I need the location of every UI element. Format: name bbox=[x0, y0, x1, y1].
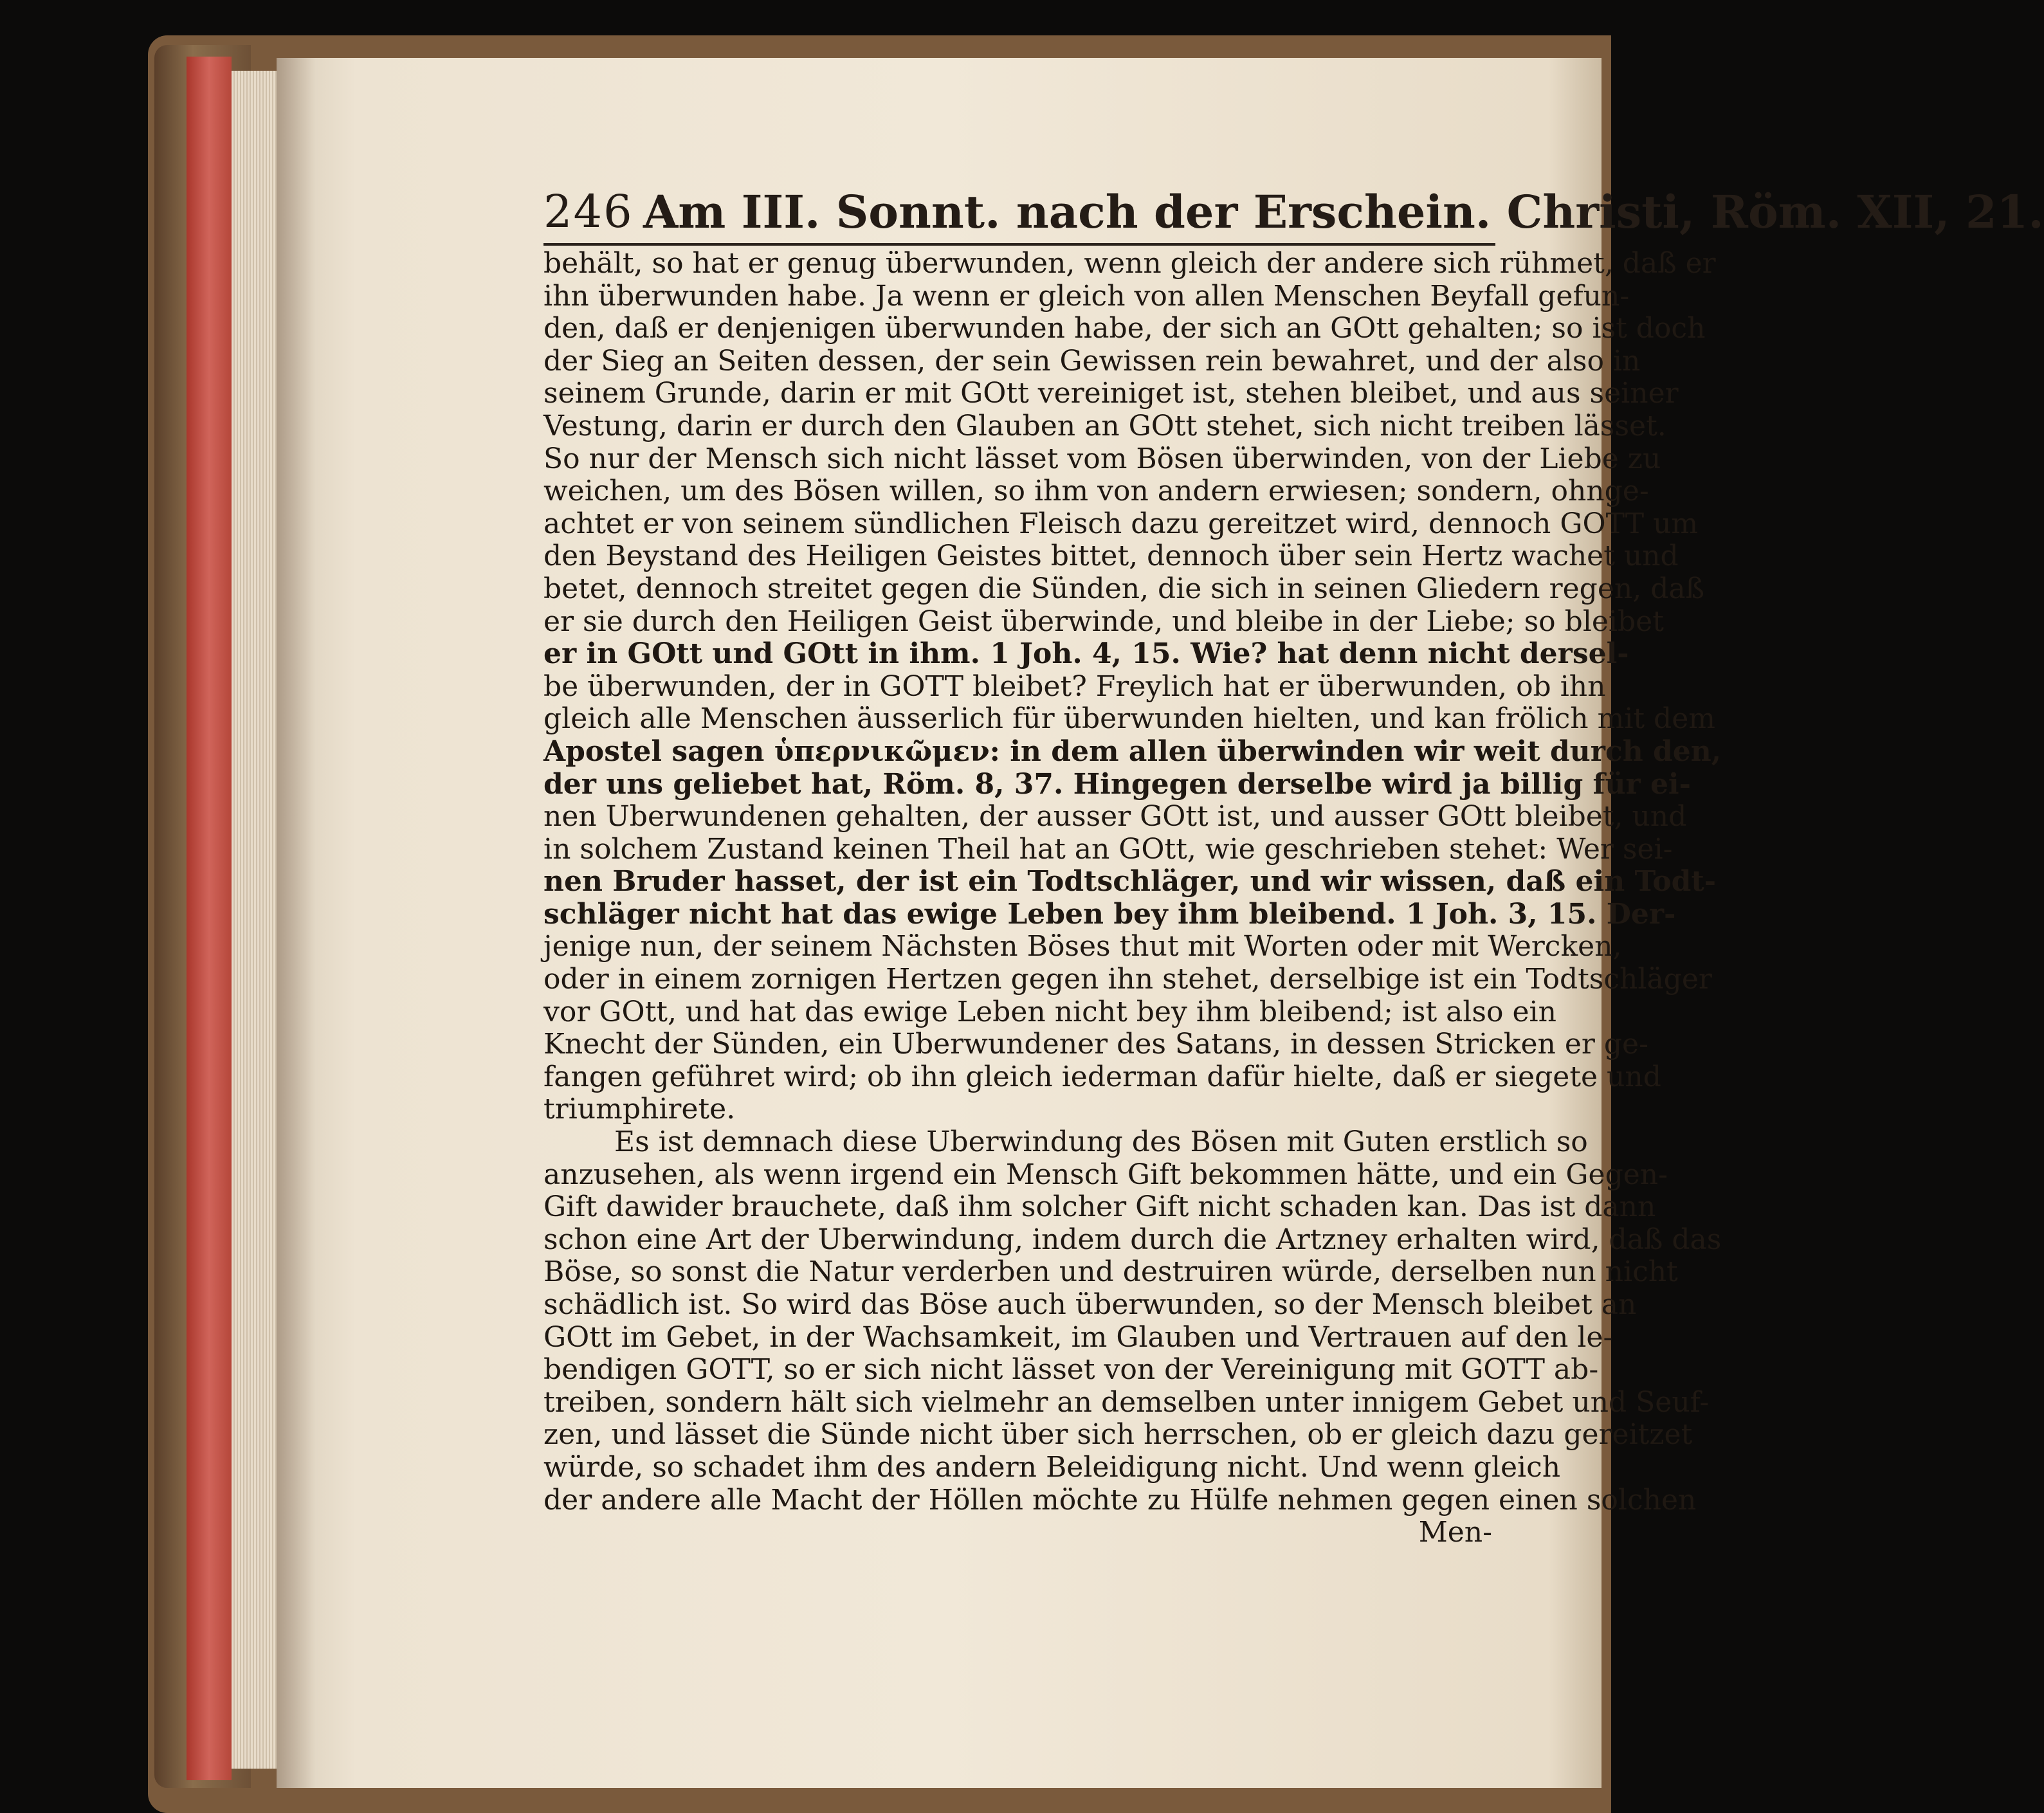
text-line: betet, dennoch streitet gegen die Sünden, die sich in seinen Gliedern regen, daß bbox=[543, 572, 1704, 605]
text-line: nen Uberwundenen gehalten, der ausser GOtt ist, und ausser GOtt bleibet, und bbox=[543, 800, 1687, 834]
text-line: vor GOtt, und hat das ewige Leben nicht bey ihm bleibend; ist also ein bbox=[543, 995, 1556, 1028]
text-line: Apostel sagen ὑπερνικῶμεν: in dem allen überwinden wir weit durch den, bbox=[543, 734, 1722, 768]
gutter-shadow bbox=[277, 58, 315, 1788]
text-line: ihn überwunden habe. Ja wenn er gleich von allen Menschen Beyfall gefun- bbox=[543, 279, 1630, 313]
text-line: den, daß er denjenigen überwunden habe, der sich an GOtt gehalten; so ist doch bbox=[543, 312, 1706, 345]
text-line: der Sieg an Seiten dessen, der sein Gewissen rein bewahret, und der also in bbox=[543, 344, 1641, 378]
text-line: nen Bruder hasset, der ist ein Todtschläger, und wir wissen, daß ein Todt- bbox=[543, 865, 1716, 898]
text-line: weichen, um des Bösen willen, so ihm von andern erwiesen; sondern, ohnge- bbox=[543, 475, 1649, 508]
text-line: gleich alle Menschen äusserlich für überwunden hielten, und kan frölich mit dem bbox=[543, 702, 1715, 736]
page-header bbox=[543, 185, 2044, 246]
running-title: Am III. Sonnt. nach der Erschein. Christi, Röm. XII, 21. bbox=[643, 185, 2044, 239]
text-line: be überwunden, der in GOTT bleibet? Freylich hat er überwunden, ob ihn bbox=[543, 670, 1606, 703]
text-line: seinem Grunde, darin er mit GOtt vereiniget ist, stehen bleibet, und aus seiner bbox=[543, 377, 1679, 410]
text-line: er sie durch den Heiligen Geist überwinde, und bleibe in der Liebe; so bleibet bbox=[543, 605, 1664, 638]
text-line: Es ist demnach diese Uberwindung des Bösen mit Guten erstlich so bbox=[614, 1125, 1588, 1159]
text-line: in solchem Zustand keinen Theil hat an GOtt, wie geschrieben stehet: Wer sei- bbox=[543, 832, 1673, 866]
text-line: Böse, so sonst die Natur verderben und destruiren würde, derselben nun nicht bbox=[543, 1255, 1678, 1289]
catchword: Men- bbox=[1418, 1516, 1492, 1549]
body-text bbox=[543, 247, 1722, 1549]
text-line: schon eine Art der Uberwindung, indem durch die Artzney erhalten wird, daß das bbox=[543, 1223, 1722, 1256]
text-line: zen, und lässet die Sünde nicht über sich herrschen, ob er gleich dazu gereitzet bbox=[543, 1418, 1693, 1452]
text-line: schädlich ist. So wird das Böse auch überwunden, so der Mensch bleibet an bbox=[543, 1288, 1637, 1321]
text-line: bendigen GOTT, so er sich nicht lässet von der Vereinigung mit GOTT ab- bbox=[543, 1353, 1599, 1387]
text-line: den Beystand des Heiligen Geistes bittet, dennoch über sein Hertz wachet und bbox=[543, 540, 1679, 573]
text-line: würde, so schadet ihm des andern Beleidigung nicht. Und wenn gleich bbox=[543, 1450, 1561, 1484]
text-line: schläger nicht hat das ewige Leben bey ihm bleibend. 1 Joh. 3, 15. Der- bbox=[543, 897, 1676, 931]
text-line: anzusehen, als wenn irgend ein Mensch Gift bekommen hätte, und ein Gegen- bbox=[543, 1158, 1668, 1191]
text-line: Gift dawider brauchete, daß ihm solcher Gift nicht schaden kan. Das ist dann bbox=[543, 1190, 1656, 1224]
text-line: der uns geliebet hat, Röm. 8, 37. Hingegen derselbe wird ja billig für ei- bbox=[543, 767, 1691, 801]
text-line: So nur der Mensch sich nicht lässet vom Bösen überwinden, von der Liebe zu bbox=[543, 442, 1661, 475]
text-line: oder in einem zornigen Hertzen gegen ihn stehet, derselbige ist ein Todtschläger bbox=[543, 963, 1712, 996]
text-line: treiben, sondern hält sich vielmehr an demselben unter innigem Gebet und Seuf- bbox=[543, 1385, 1710, 1419]
text-line: Vestung, darin er durch den Glauben an GOtt stehet, sich nicht treiben lässet. bbox=[543, 409, 1666, 442]
text-line: GOtt im Gebet, in der Wachsamkeit, im Glauben und Vertrauen auf den le- bbox=[543, 1320, 1613, 1354]
text-line: der andere alle Macht der Höllen möchte zu Hülfe nehmen gegen einen solchen bbox=[543, 1483, 1697, 1517]
text-line: er in GOtt und GOtt in ihm. 1 Joh. 4, 15. Wie? hat denn nicht dersel- bbox=[543, 637, 1629, 671]
text-line: achtet er von seinem sündlichen Fleisch dazu gereitzet wird, dennoch GOTT um bbox=[543, 507, 1699, 540]
text-line: behält, so hat er genug überwunden, wenn gleich der andere sich rühmet, daß er bbox=[543, 247, 1716, 280]
text-line: fangen geführet wird; ob ihn gleich iederman dafür hielte, daß er siegete und bbox=[543, 1060, 1661, 1093]
text-line: triumphirete. bbox=[543, 1093, 736, 1126]
red-page-edge bbox=[187, 57, 232, 1780]
text-line: jenige nun, der seinem Nächsten Böses thut mit Worten oder mit Wercken, bbox=[543, 930, 1622, 963]
text-line: Knecht der Sünden, ein Uberwundener des Satans, in dessen Stricken er ge- bbox=[543, 1028, 1648, 1061]
page-number: 246 bbox=[543, 185, 634, 238]
